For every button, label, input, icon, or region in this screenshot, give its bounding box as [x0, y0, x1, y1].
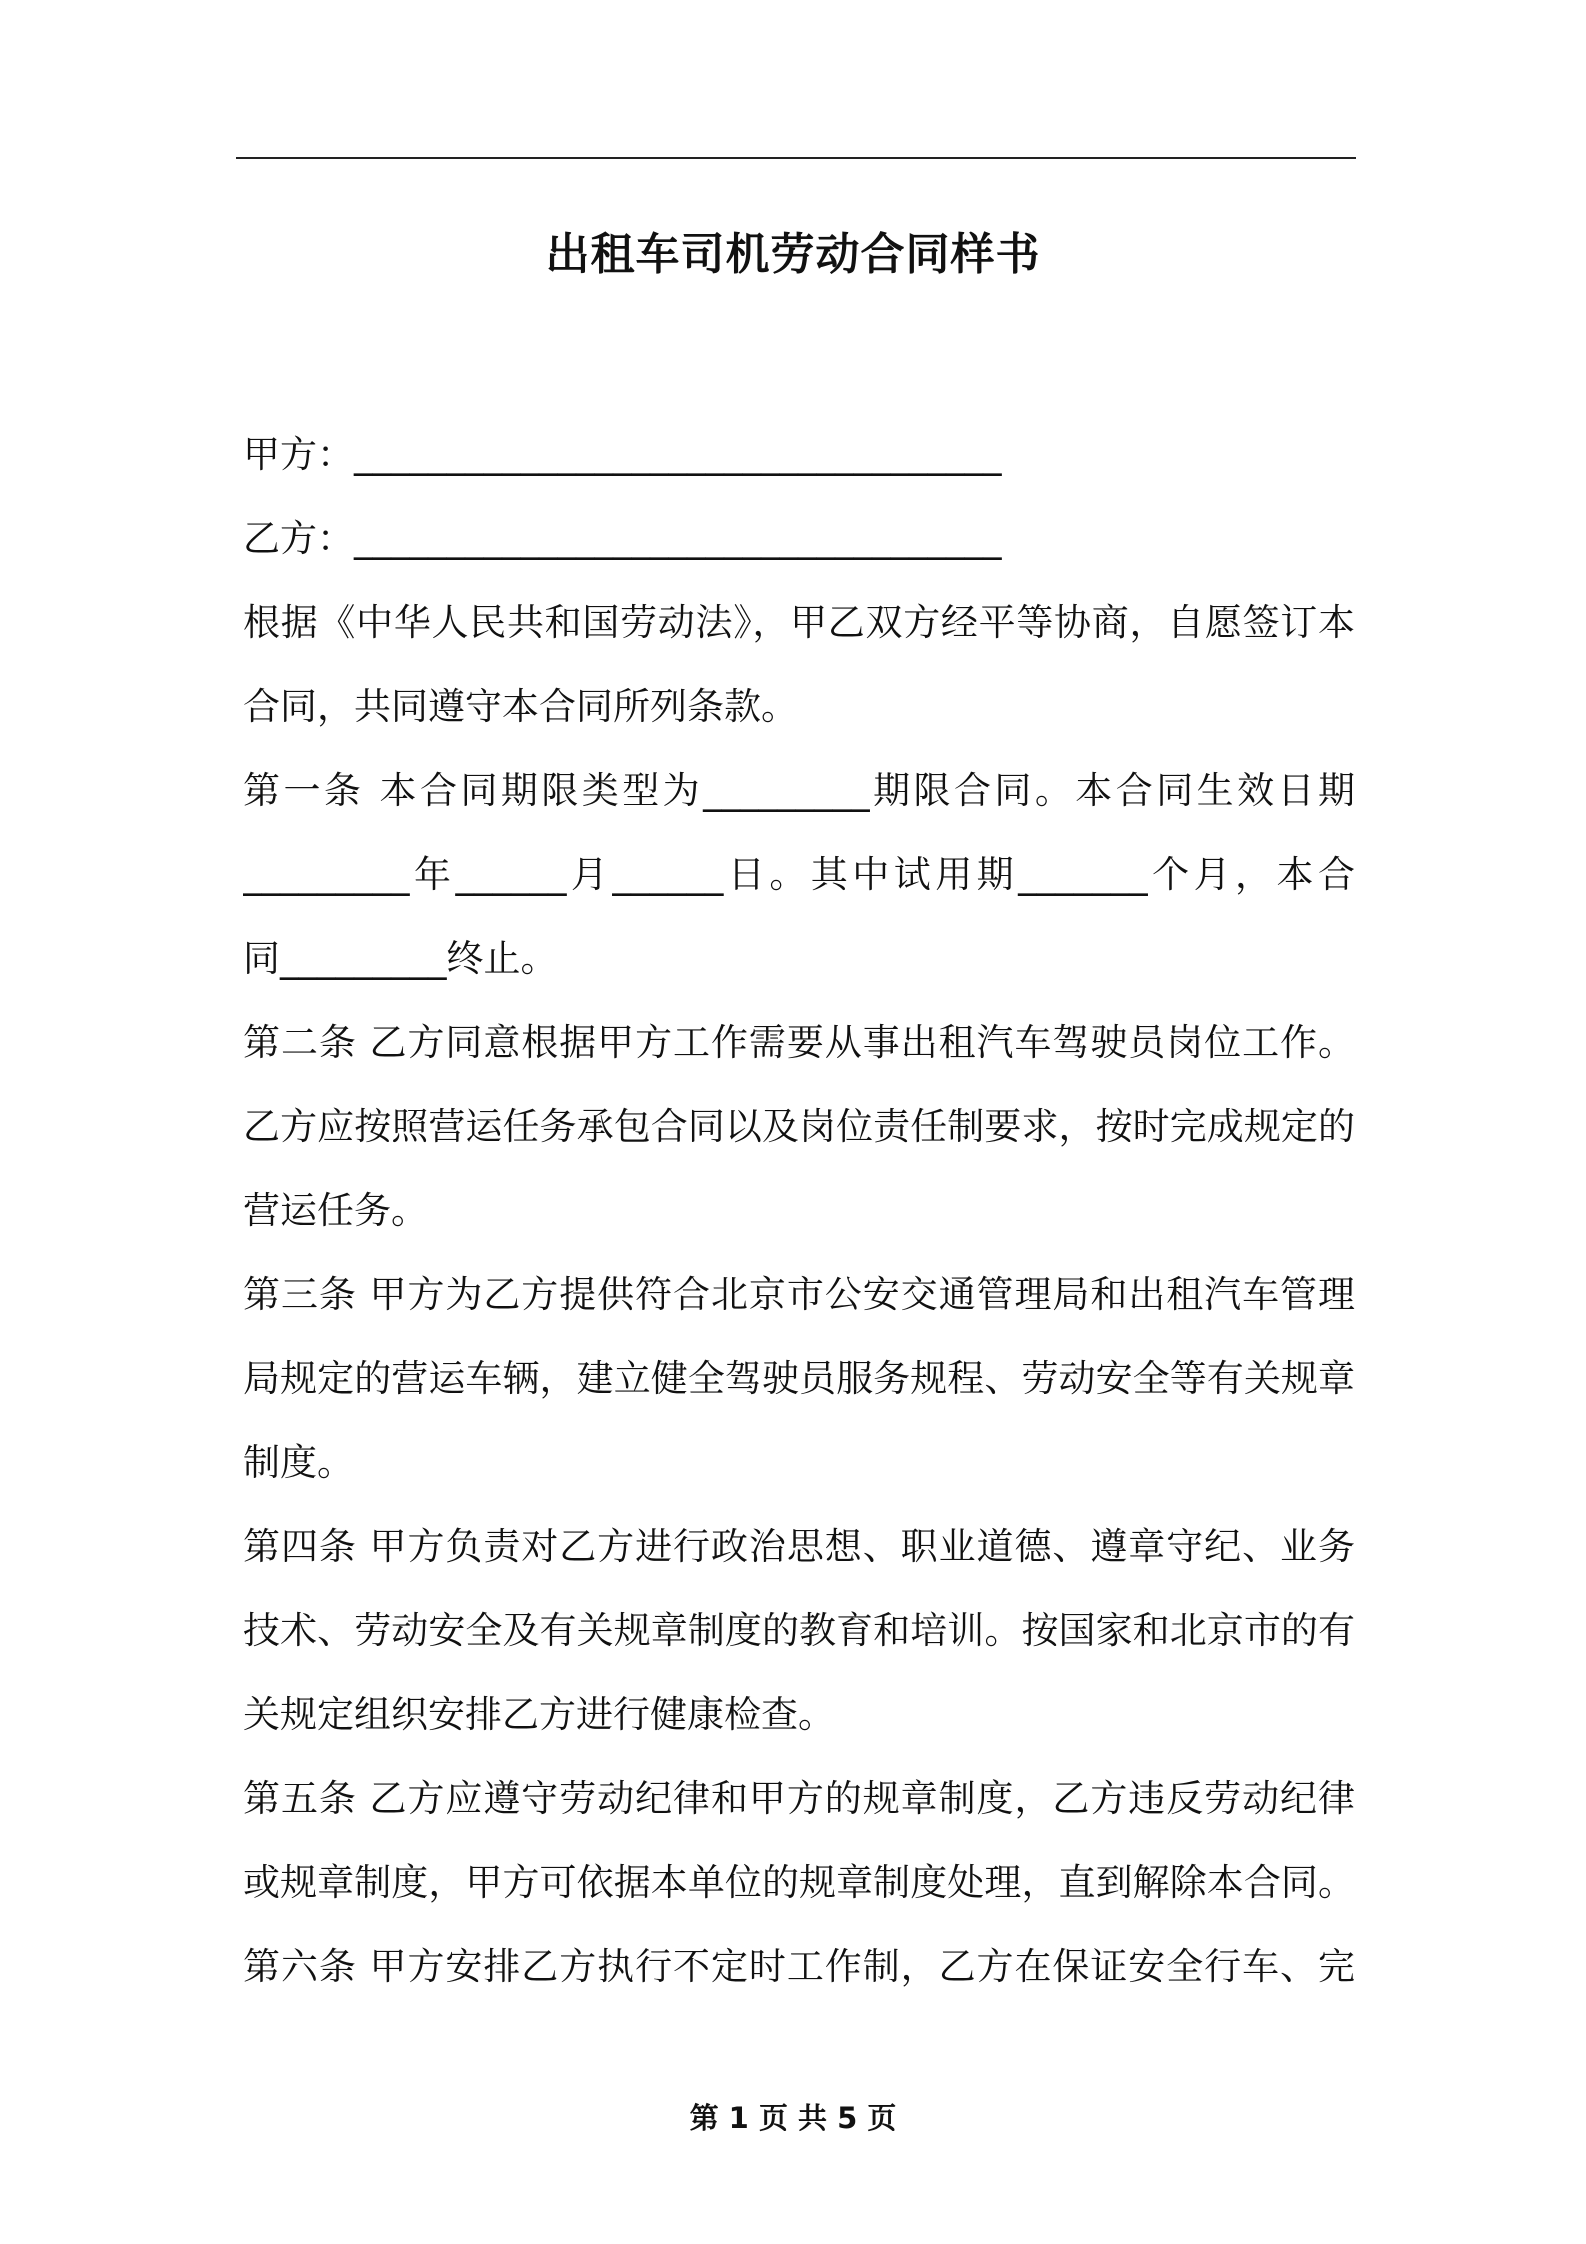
article-1-line: _________年______月______日。其中试用期_______个月，本合	[243, 853, 1355, 896]
article-4-line: 第四条 甲方负责对乙方进行政治思想、职业道德、遵章守纪、业务	[243, 1525, 1355, 1568]
preamble-line: 根据《中华人民共和国劳动法》，甲乙双方经平等协商，自愿签订本	[243, 601, 1355, 644]
article-3-line: 局规定的营运车辆，建立健全驾驶员服务规程、劳动安全等有关规章	[243, 1357, 1355, 1400]
article-3-line: 制度。	[243, 1441, 354, 1484]
article-2-line: 第二条 乙方同意根据甲方工作需要从事出租汽车驾驶员岗位工作。	[243, 1021, 1355, 1064]
header-rule	[236, 157, 1356, 159]
article-6-line: 第六条 甲方安排乙方执行不定时工作制，乙方在保证安全行车、完	[243, 1945, 1355, 1988]
preamble-line: 合同，共同遵守本合同所列条款。	[243, 685, 798, 728]
article-1-line: 同_________终止。	[243, 937, 558, 980]
page-number-footer: 第 1 页 共 5 页	[689, 2101, 897, 2135]
article-2-line: 营运任务。	[243, 1189, 428, 1232]
document-body	[243, 413, 1355, 2009]
article-2-line: 乙方应按照营运任务承包合同以及岗位责任制要求，按时完成规定的	[243, 1105, 1355, 1148]
party-b-line: 乙方：___________________________________	[243, 517, 1002, 560]
article-4-line: 技术、劳动安全及有关规章制度的教育和培训。按国家和北京市的有	[243, 1609, 1355, 1652]
article-4-line: 关规定组织安排乙方进行健康检查。	[243, 1693, 835, 1736]
article-5-line: 或规章制度，甲方可依据本单位的规章制度处理，直到解除本合同。	[243, 1861, 1355, 1904]
document-title: 出租车司机劳动合同样书	[545, 229, 1041, 280]
party-a-line: 甲方：___________________________________	[243, 433, 1002, 476]
article-1-line: 第一条 本合同期限类型为_________期限合同。本合同生效日期	[243, 769, 1355, 812]
article-5-line: 第五条 乙方应遵守劳动纪律和甲方的规章制度，乙方违反劳动纪律	[243, 1777, 1355, 1820]
article-3-line: 第三条 甲方为乙方提供符合北京市公安交通管理局和出租汽车管理	[243, 1273, 1355, 1316]
